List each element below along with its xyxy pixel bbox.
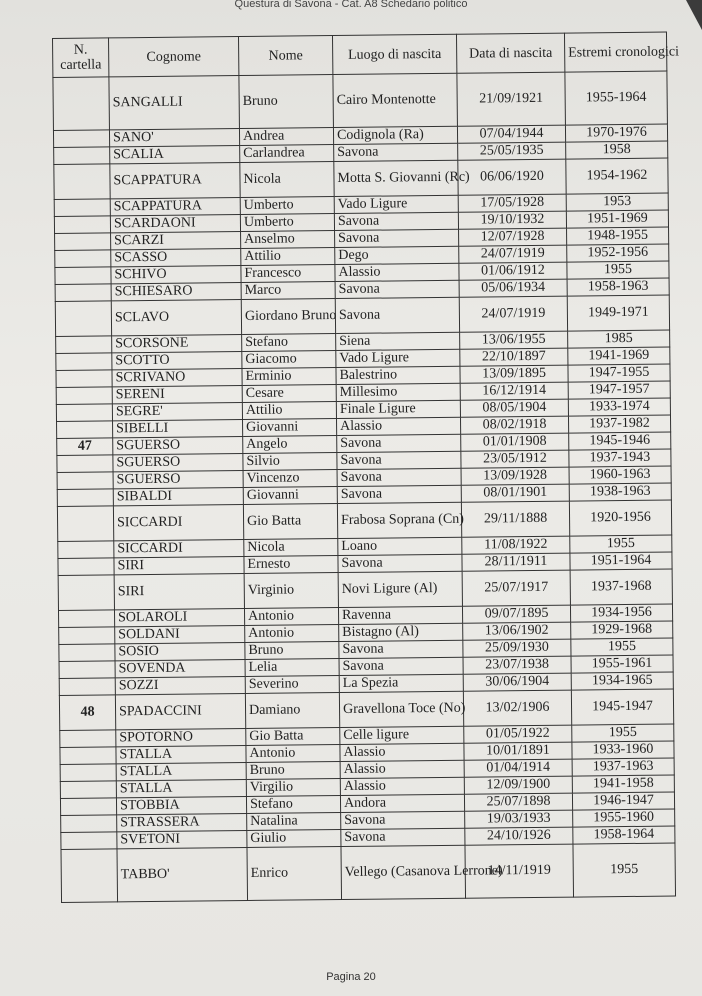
cell-num: 48: [59, 695, 115, 731]
cell-cognome: SGUERSO: [113, 437, 243, 455]
cell-cognome: SEGRE': [112, 403, 242, 421]
cell-nome: Nicola: [244, 539, 338, 557]
cell-luogo: Alassio: [340, 743, 464, 761]
cell-luogo: Savona: [337, 451, 461, 469]
cell-data: 07/04/1944: [457, 125, 565, 143]
cell-nome: Giacomo: [242, 351, 336, 369]
cell-data: 29/11/1888: [461, 501, 569, 537]
cell-cognome: SCALIA: [110, 146, 240, 164]
cell-data: 13/09/1928: [461, 467, 569, 485]
cell-num: [55, 250, 111, 268]
cell-num: [61, 832, 117, 850]
cell-luogo: Millesimo: [336, 383, 460, 401]
cell-cognome: SCRIVANO: [112, 369, 242, 387]
cell-luogo: Novi Ligure (Al): [338, 571, 462, 607]
cell-estremi: 1985: [568, 330, 670, 348]
cell-estremi: 1955: [572, 724, 674, 742]
cell-data: 17/05/1928: [458, 194, 566, 212]
cell-data: 13/09/1895: [460, 365, 568, 383]
cell-data: 25/07/1898: [464, 793, 572, 811]
cell-cognome: STOBBIA: [116, 797, 246, 815]
cell-cognome: SGUERSO: [113, 471, 243, 489]
cell-num: 47: [57, 438, 113, 456]
cell-luogo: Motta S. Giovanni (Rc): [334, 160, 458, 196]
cell-estremi: 1958: [566, 141, 668, 159]
cell-data: 13/06/1902: [463, 622, 571, 640]
cell-estremi: 1947-1955: [568, 364, 670, 382]
cell-num: [56, 404, 112, 422]
cell-num: [60, 747, 116, 765]
cell-num: [55, 233, 111, 251]
cell-num: [56, 387, 112, 405]
cell-cognome: SOZZI: [115, 677, 245, 695]
cell-cognome: SCHIESARO: [111, 283, 241, 301]
cell-estremi: 1955-1961: [571, 655, 673, 673]
cell-num: [58, 610, 114, 628]
cell-cognome: SCHIVO: [111, 266, 241, 284]
cell-num: [57, 455, 113, 473]
cell-estremi: 1951-1969: [566, 210, 668, 228]
cell-luogo: Alassio: [337, 417, 461, 435]
header-data: Data di nascita: [456, 33, 564, 73]
cell-luogo: Vellego (Casanova Lerrone): [341, 845, 466, 899]
cell-luogo: Ravenna: [338, 606, 462, 624]
cell-num: [57, 421, 113, 439]
corner-shadow: [686, 0, 702, 30]
cell-nome: Francesco: [241, 265, 335, 283]
cell-nome: Damiano: [245, 693, 339, 729]
cell-estremi: 1951-1964: [570, 552, 672, 570]
cell-nome: Virginio: [244, 573, 338, 609]
cell-nome: Attilio: [241, 248, 335, 266]
cell-nome: Lelia: [245, 659, 339, 677]
cell-nome: Gio Batta: [243, 504, 337, 540]
cell-nome: Umberto: [240, 197, 334, 215]
cell-data: 06/06/1920: [458, 159, 566, 195]
cell-luogo: Savona: [335, 297, 459, 333]
cell-nome: Antonio: [246, 745, 340, 763]
cell-luogo: Alassio: [340, 760, 464, 778]
cell-cognome: SANGALLI: [109, 76, 240, 130]
cell-data: 12/07/1928: [459, 228, 567, 246]
cell-data: 01/04/1914: [464, 759, 572, 777]
cell-estremi: 1937-1963: [572, 758, 674, 776]
cell-cognome: SIRI: [114, 557, 244, 575]
cell-cognome: SOLDANI: [115, 626, 245, 644]
cell-nome: Gio Batta: [246, 728, 340, 746]
cell-nome: Antonio: [244, 608, 338, 626]
cell-cognome: SCOTTO: [112, 352, 242, 370]
cell-nome: Nicola: [240, 162, 334, 198]
cell-estremi: 1952-1956: [567, 244, 669, 262]
cell-nome: Stefano: [246, 796, 340, 814]
header-cognome: Cognome: [109, 37, 239, 77]
cell-num: [59, 678, 115, 696]
cell-luogo: Celle ligure: [340, 726, 464, 744]
cell-luogo: La Spezia: [339, 674, 463, 692]
page-footer: Pagina 20: [326, 971, 376, 983]
cell-estremi: 1934-1965: [571, 672, 673, 690]
cell-data: 24/10/1926: [465, 827, 573, 845]
cell-data: 25/05/1935: [458, 142, 566, 160]
cell-nome: Marco: [241, 282, 335, 300]
cell-cognome: STALLA: [116, 780, 246, 798]
cell-estremi: 1960-1963: [569, 466, 671, 484]
cell-estremi: 1934-1956: [570, 604, 672, 622]
cell-data: 13/06/1955: [460, 331, 568, 349]
cell-luogo: Alassio: [340, 777, 464, 795]
cell-data: 19/10/1932: [458, 211, 566, 229]
cell-estremi: 1955: [571, 638, 673, 656]
cell-data: 24/07/1919: [459, 296, 567, 332]
cell-luogo: Savona: [341, 828, 465, 846]
cell-nome: Bruno: [245, 642, 339, 660]
cell-num: [56, 336, 112, 354]
cell-num: [61, 849, 118, 903]
cell-cognome: SOLAROLI: [114, 609, 244, 627]
cell-nome: Angelo: [243, 436, 337, 454]
cell-data: 19/03/1933: [465, 810, 573, 828]
cell-num: [56, 370, 112, 388]
cell-nome: Severino: [245, 676, 339, 694]
cell-data: 01/05/1922: [464, 725, 572, 743]
cell-estremi: 1970-1976: [565, 124, 667, 142]
cell-estremi: 1949-1971: [567, 295, 669, 331]
cell-nome: Antonio: [245, 625, 339, 643]
cell-data: 09/07/1895: [462, 605, 570, 623]
cell-num: [61, 815, 117, 833]
header-num: N. cartella: [53, 38, 109, 78]
cell-nome: Cesare: [242, 385, 336, 403]
cell-num: [53, 77, 110, 131]
cell-cognome: TABBO': [117, 848, 248, 902]
cell-luogo: Finale Ligure: [336, 400, 460, 418]
cell-estremi: 1948-1955: [567, 227, 669, 245]
cell-data: 10/01/1891: [464, 742, 572, 760]
cell-nome: Giulio: [247, 830, 341, 848]
cell-estremi: 1945-1946: [569, 432, 671, 450]
cell-data: 12/09/1900: [464, 776, 572, 794]
header-luogo: Luogo di nascita: [332, 34, 456, 74]
cell-cognome: SCARZI: [111, 232, 241, 250]
cell-nome: Umberto: [240, 214, 334, 232]
cell-nome: Bruno: [246, 762, 340, 780]
cell-cognome: SIBALDI: [113, 488, 243, 506]
cell-luogo: Codignola (Ra): [333, 126, 457, 144]
cell-estremi: 1958-1963: [567, 278, 669, 296]
cell-luogo: Alassio: [335, 263, 459, 281]
cell-num: [60, 730, 116, 748]
cell-nome: Giordano Bruno: [241, 299, 335, 335]
cell-luogo: Savona: [337, 485, 461, 503]
cell-num: [54, 147, 110, 165]
cell-num: [55, 284, 111, 302]
cell-data: 30/06/1904: [463, 673, 571, 691]
cell-cognome: SOVENDA: [115, 660, 245, 678]
cell-data: 25/09/1930: [463, 639, 571, 657]
cell-cognome: SICCARDI: [113, 505, 243, 541]
cell-data: 22/10/1897: [460, 348, 568, 366]
cell-cognome: SICCARDI: [114, 540, 244, 558]
cell-luogo: Andora: [340, 794, 464, 812]
cell-estremi: 1955: [567, 261, 669, 279]
cell-data: 16/12/1914: [460, 382, 568, 400]
cell-luogo: Frabosa Soprana (Cn): [337, 502, 461, 538]
cell-luogo: Vado Ligure: [334, 195, 458, 213]
cell-data: 13/02/1906: [463, 690, 571, 726]
cell-nome: Bruno: [239, 75, 334, 129]
cell-num: [60, 764, 116, 782]
cell-nome: Carlandrea: [240, 145, 334, 163]
cell-estremi: 1929-1968: [571, 621, 673, 639]
cell-num: [57, 506, 113, 542]
cell-luogo: Cairo Montenotte: [333, 73, 458, 127]
cell-data: 01/01/1908: [461, 433, 569, 451]
cell-data: 14/11/1919: [465, 844, 574, 898]
cell-estremi: 1955: [573, 843, 676, 897]
cell-data: 08/01/1901: [461, 484, 569, 502]
cell-num: [57, 472, 113, 490]
cell-luogo: Savona: [341, 811, 465, 829]
cell-data: 23/05/1912: [461, 450, 569, 468]
cell-data: 11/08/1922: [462, 536, 570, 554]
cell-num: [59, 627, 115, 645]
cell-luogo: Savona: [334, 143, 458, 161]
cell-estremi: 1933-1974: [568, 398, 670, 416]
cell-num: [60, 781, 116, 799]
cell-data: 25/07/1917: [462, 570, 570, 606]
cell-num: [58, 558, 114, 576]
cell-luogo: Gravellona Toce (No): [339, 691, 463, 727]
cell-cognome: STALLA: [116, 763, 246, 781]
cell-estremi: 1946-1947: [572, 792, 674, 810]
cell-data: 08/05/1904: [460, 399, 568, 417]
cell-luogo: Savona: [337, 434, 461, 452]
cell-num: [54, 216, 110, 234]
cell-nome: Giovanni: [243, 487, 337, 505]
cell-num: [55, 267, 111, 285]
cell-luogo: Dego: [335, 246, 459, 264]
table-body: [53, 71, 676, 902]
cell-num: [54, 164, 110, 200]
cell-cognome: STALLA: [116, 746, 246, 764]
cell-luogo: Savona: [339, 657, 463, 675]
cell-cognome: SCLAVO: [111, 300, 241, 336]
cell-nome: Erminio: [242, 368, 336, 386]
cell-num: [53, 130, 109, 148]
cell-luogo: Balestrino: [336, 366, 460, 384]
cell-estremi: 1941-1958: [572, 775, 674, 793]
cell-luogo: Savona: [338, 554, 462, 572]
cell-nome: Virgilio: [246, 779, 340, 797]
cell-estremi: 1955-1960: [573, 809, 675, 827]
header-estremi: Estremi cronologici: [564, 32, 666, 72]
cell-estremi: 1920-1956: [569, 500, 671, 536]
cell-estremi: 1933-1960: [572, 741, 674, 759]
table-row: [53, 71, 668, 130]
cell-cognome: SCASSO: [111, 249, 241, 267]
cell-estremi: 1953: [566, 193, 668, 211]
cell-num: [54, 199, 110, 217]
cell-num: [58, 541, 114, 559]
cell-cognome: SIBELLI: [113, 420, 243, 438]
cell-estremi: 1958-1964: [573, 826, 675, 844]
cell-estremi: 1941-1969: [568, 347, 670, 365]
cell-num: [59, 644, 115, 662]
cell-num: [59, 661, 115, 679]
cell-luogo: Savona: [337, 468, 461, 486]
table-row: [61, 843, 676, 902]
cell-cognome: STRASSERA: [117, 814, 247, 832]
cell-estremi: 1937-1968: [570, 569, 672, 605]
cell-cognome: SCORSONE: [112, 335, 242, 353]
cell-nome: Giovanni: [243, 419, 337, 437]
cell-num: [58, 575, 114, 611]
cell-num: [60, 798, 116, 816]
cell-estremi: 1937-1982: [568, 415, 670, 433]
cell-luogo: Loano: [338, 537, 462, 555]
cell-luogo: Bistagno (Al): [339, 623, 463, 641]
register-table: [52, 32, 680, 903]
cell-estremi: 1937-1943: [569, 449, 671, 467]
cell-estremi: 1947-1957: [568, 381, 670, 399]
cell-nome: Enrico: [247, 847, 342, 901]
cell-data: 21/09/1921: [457, 72, 566, 126]
cell-cognome: SGUERSO: [113, 454, 243, 472]
cell-nome: Anselmo: [241, 231, 335, 249]
cell-nome: Ernesto: [244, 556, 338, 574]
cell-cognome: SVETONI: [117, 831, 247, 849]
cell-data: 23/07/1938: [463, 656, 571, 674]
cell-luogo: Savona: [335, 229, 459, 247]
cell-num: [55, 301, 111, 337]
cell-cognome: SCAPPATURA: [110, 198, 240, 216]
cell-cognome: SPOTORNO: [116, 729, 246, 747]
cell-nome: Vincenzo: [243, 470, 337, 488]
cell-cognome: SERENI: [112, 386, 242, 404]
cell-estremi: 1954-1962: [566, 158, 668, 194]
cell-luogo: Vado Ligure: [336, 349, 460, 367]
cell-nome: Attilio: [242, 402, 336, 420]
cell-num: [56, 353, 112, 371]
cell-cognome: SANO': [109, 129, 239, 147]
cell-nome: Stefano: [242, 334, 336, 352]
cell-luogo: Savona: [339, 640, 463, 658]
cell-estremi: 1955: [570, 535, 672, 553]
cell-data: 24/07/1919: [459, 245, 567, 263]
running-head: Questura di Savona - Cat. A8 Schedario politico: [234, 0, 468, 10]
cell-nome: Silvio: [243, 453, 337, 471]
cell-estremi: 1955-1964: [565, 71, 668, 125]
cell-data: 05/06/1934: [459, 279, 567, 297]
cell-cognome: SCARDAONI: [110, 215, 240, 233]
header-nome: Nome: [238, 36, 332, 76]
cell-data: 28/11/1911: [462, 553, 570, 571]
cell-nome: Andrea: [239, 128, 333, 146]
cell-cognome: SIRI: [114, 574, 244, 610]
cell-cognome: SCAPPATURA: [110, 163, 240, 199]
cell-nome: Natalina: [247, 813, 341, 831]
header-row: [53, 32, 667, 77]
cell-luogo: Siena: [336, 332, 460, 350]
cell-estremi: 1945-1947: [571, 689, 673, 725]
cell-luogo: Savona: [334, 212, 458, 230]
cell-luogo: Savona: [335, 280, 459, 298]
cell-cognome: SOSIO: [115, 643, 245, 661]
cell-num: [57, 489, 113, 507]
cell-data: 08/02/1918: [460, 416, 568, 434]
cell-data: 01/06/1912: [459, 262, 567, 280]
cell-cognome: SPADACCINI: [115, 694, 245, 730]
cell-estremi: 1938-1963: [569, 483, 671, 501]
